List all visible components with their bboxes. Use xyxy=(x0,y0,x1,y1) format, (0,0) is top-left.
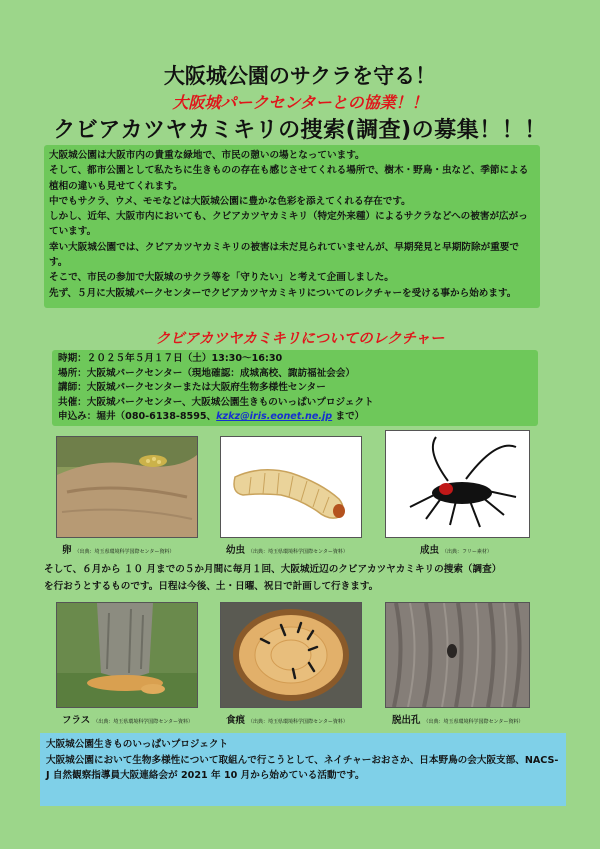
larva-caption: 幼虫 （出典：埼玉県環境科学国際センター資料） xyxy=(226,545,348,556)
egg-photo xyxy=(56,436,198,538)
footer-body: 大阪城公園において生物多様性について取組んで行こうとして、ネイチャーおおさか、日本野鳥の会大阪支部、NACS-J 自然観察指導員大阪連絡会が 2021 年 10 月から始めている活動です。 xyxy=(46,754,559,781)
adult-caption: 成虫 （出典：フリー素材） xyxy=(420,545,492,556)
intro-paragraph: 大阪城公園は大阪市内の貴重な緑地で、市民の憩いの場となっています。 xyxy=(49,150,365,161)
apply-prefix: 申込み：堀井（080-6138-8595、 xyxy=(58,411,217,423)
page-subtitle: 大阪城パークセンターとの協業！！ xyxy=(172,93,428,112)
intro-paragraph: 幸い大阪城公園では、クビアカツヤカミキリの被害は未だ見られていませんが、早期発見と早期防除が重要です。 xyxy=(49,241,519,269)
intro-paragraph: 先ず、５月に大阪城パークセンターでクビアカツヤカミキリについてのレクチャーを受ける事から始めます。 xyxy=(49,287,517,299)
intro-paragraph: そこで、市民の参加で大阪城のサクラ等を「守りたい」と考えて企画しました。 xyxy=(49,272,394,284)
lecture-place: 場所：大阪城パークセンター（現地確認：成城高校、諏訪福祉会会） xyxy=(58,367,356,379)
intro-paragraph: しかし、近年、大阪市内においても、クビアカツヤカミキリ（特定外来種）によるサクラなどへの被害が広がっています。 xyxy=(49,211,528,238)
intro-box xyxy=(44,145,540,308)
page-headline: クビアカツヤカミキリの捜索(調査)の募集！！！ xyxy=(53,118,547,143)
adult-beetle-photo xyxy=(385,430,530,538)
lecture-lecturer: 講師：大阪城パークセンターまたは大阪府生物多様性センター xyxy=(58,382,326,394)
frass-caption: フラス （出典：埼玉県環境科学国際センター資料） xyxy=(62,715,194,726)
schedule-text xyxy=(44,561,564,595)
lecture-info-box xyxy=(52,350,538,426)
larva-photo xyxy=(220,436,362,538)
schedule-line: を行おうとするものです。日程は今後、土・日曜、祝日で計画して行きます。 xyxy=(44,581,379,592)
lecture-title: クビアカツヤカミキリについてのレクチャー xyxy=(155,331,445,347)
project-footer xyxy=(40,733,566,806)
frass-photo xyxy=(56,602,198,708)
lecture-datetime: 時期：２０２５年５月１７日（土）13:30～16:30 xyxy=(58,353,283,364)
page-title: 大阪城公園のサクラを守る！ xyxy=(163,64,437,88)
feeding-trace-photo xyxy=(220,602,362,708)
apply-suffix: まで） xyxy=(332,411,365,423)
exit-hole-photo xyxy=(385,602,530,708)
intro-paragraph: 中でもサクラ、ウメ、モモなどは大阪城公園に豊かな色彩を添えてくれる存在です。 xyxy=(49,195,411,207)
lecture-apply xyxy=(52,410,538,425)
feeding-trace-caption: 食痕 （出典：埼玉県環境科学国際センター資料） xyxy=(226,715,348,726)
apply-email-link[interactable]: kzkz@iris.eonet.ne.jp xyxy=(216,411,333,423)
footer-title: 大阪城公園生きものいっぱいプロジェクト xyxy=(46,739,229,750)
intro-paragraph: そして、都市公園として私たちに生きものの存在も感じさせてくれる場所で、樹木・野鳥・虫など、季節による植相の違いも見せてくれます。 xyxy=(49,165,529,192)
exit-hole-caption: 脱出孔 （出典：埼玉県環境科学国際センター資料） xyxy=(392,715,524,726)
schedule-line: そして、６月から １０ 月までの５か月間に毎月１回、大阪城近辺のクビアカツヤカミキリの捜索（調査） xyxy=(44,564,502,575)
lecture-cohost: 共催：大阪城パークセンター、大阪城公園生きものいっぱいプロジェクト xyxy=(58,396,374,408)
egg-caption: 卵 （出典：埼玉県環境科学国際センター資料） xyxy=(62,545,175,556)
